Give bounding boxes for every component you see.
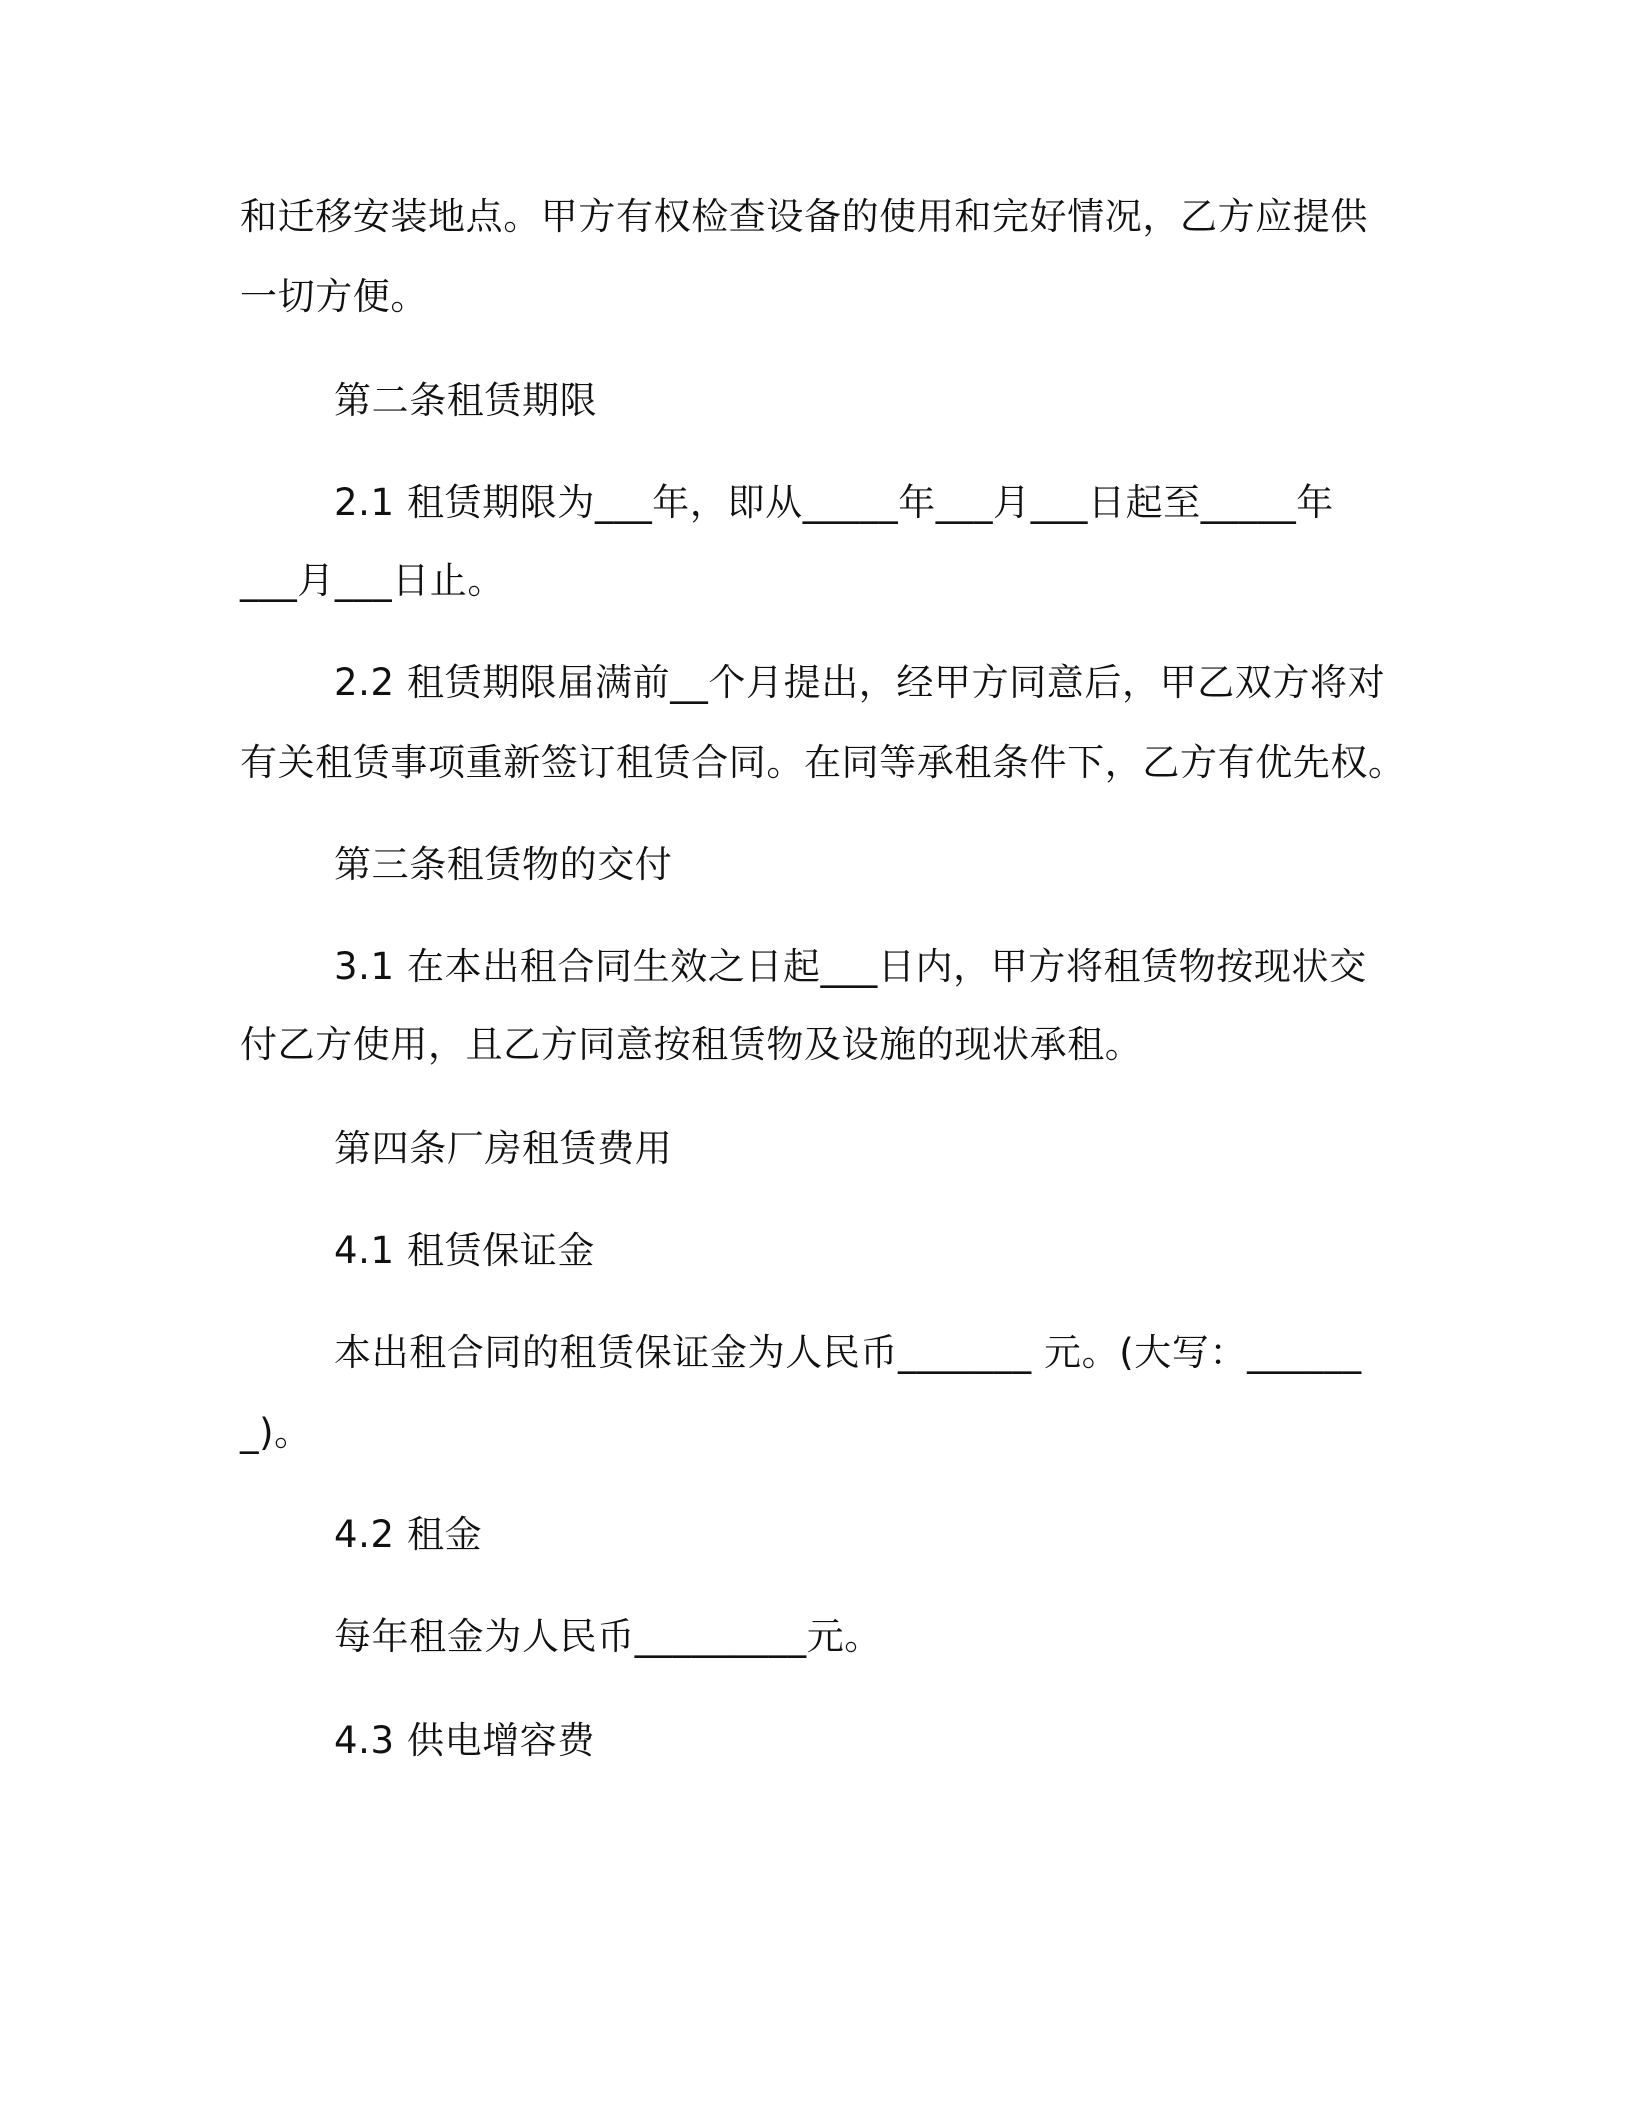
subheading-4-1: 4.1 租赁保证金 xyxy=(334,1229,596,1272)
section-heading-article-4: 第四条厂房租赁费用 xyxy=(334,1127,673,1170)
clause-2-2: 2.2 租赁期限届满前__个月提出，经甲方同意后，甲乙双方将对 xyxy=(334,661,1386,704)
subheading-4-3: 4.3 供电增容费 xyxy=(334,1719,596,1762)
clause-2-2-continued: 有关租赁事项重新签订租赁合同。在同等承租条件下，乙方有优先权。 xyxy=(240,741,1406,784)
body-text-line: 一切方便。 xyxy=(240,275,428,318)
clause-3-1: 3.1 在本出租合同生效之日起___日内，甲方将租赁物按现状交 xyxy=(334,945,1367,988)
section-heading-article-3: 第三条租赁物的交付 xyxy=(334,843,673,886)
clause-2-1-continued: ___月___日止。 xyxy=(240,559,505,602)
deposit-amount-continued: _)。 xyxy=(240,1411,312,1454)
annual-rent-line: 每年租金为人民币_________元。 xyxy=(334,1615,882,1658)
clause-2-1: 2.1 租赁期限为___年，即从_____年___月___日起至_____年 xyxy=(334,481,1334,524)
section-heading-article-2: 第二条租赁期限 xyxy=(334,379,598,422)
clause-3-1-continued: 付乙方使用，且乙方同意按租赁物及设施的现状承租。 xyxy=(240,1023,1143,1066)
body-text-line: 和迁移安装地点。甲方有权检查设备的使用和完好情况，乙方应提供 xyxy=(240,195,1368,238)
deposit-amount-line: 本出租合同的租赁保证金为人民币_______ 元。(大写：______ xyxy=(334,1331,1362,1374)
subheading-4-2: 4.2 租金 xyxy=(334,1513,483,1556)
